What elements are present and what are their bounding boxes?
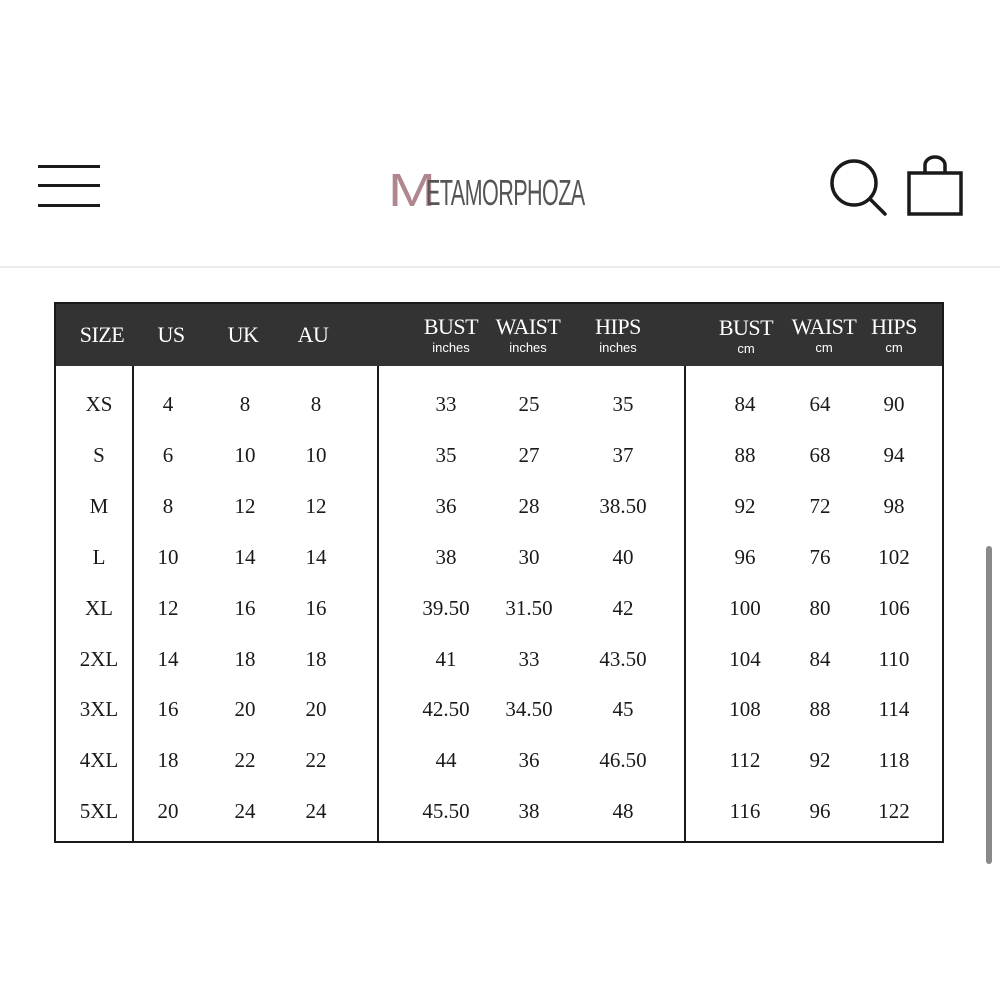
shopping-bag-icon[interactable] [906,155,964,217]
size-chart-header [56,304,942,366]
cell-waist-cm: 92 [809,748,831,773]
cell-au: 14 [305,544,327,569]
cell-uk: 16 [234,595,256,620]
cell-uk: 22 [234,748,256,773]
cell-au: 16 [305,595,327,620]
cell-waist-inches: 27 [518,442,540,467]
cell-hips-cm: 114 [878,697,910,722]
cell-us: 6 [162,442,174,467]
hamburger-menu-icon[interactable] [38,163,100,209]
cell-uk: 14 [234,544,256,569]
cell-us: 16 [157,697,179,722]
cell-bust-cm: 116 [729,799,761,824]
page-scrollbar[interactable] [986,546,992,864]
cell-waist-inches: 25 [518,392,540,416]
header-waist-cm: WAIST cm [791,314,857,355]
cell-waist-cm: 72 [809,493,831,518]
cell-au: 22 [305,748,327,773]
cell-uk: 12 [234,493,256,518]
cell-waist-cm: 84 [809,646,831,671]
cell-au: 8 [310,392,322,416]
cell-us: 14 [157,646,179,671]
cell-bust-inches: 41 [435,646,457,671]
cell-bust-inches: 44 [435,748,457,773]
logo-wordmark: ETAMORPHOZA [426,172,585,213]
column-divider [684,366,686,841]
cell-hips-inches: 35 [612,392,634,416]
cell-hips-cm: 94 [883,442,905,467]
cell-us: 12 [157,595,179,620]
cell-au: 18 [305,646,327,671]
header-bust-inches: BUST inches [423,314,479,355]
cell-hips-cm: 106 [878,595,910,620]
header-au: AU [297,322,329,347]
menu-line [38,184,100,187]
cell-us: 20 [157,799,179,824]
cell-hips-cm: 98 [883,493,905,518]
cell-bust-inches: 38 [435,544,457,569]
column-divider [377,366,379,841]
cell-bust-cm: 108 [729,697,761,722]
cell-bust-cm: 96 [734,544,756,569]
cell-hips-cm: 102 [878,544,910,569]
cell-bust-cm: 92 [734,493,756,518]
cell-waist-cm: 76 [809,544,831,569]
cell-waist-inches: 38 [518,799,540,824]
size-chart-table [54,302,944,843]
cell-us: 8 [162,493,174,518]
cell-hips-cm: 122 [878,799,910,824]
cell-waist-inches: 31.50 [505,595,553,620]
cell-waist-inches: 33 [518,646,540,671]
menu-line [38,204,100,207]
cell-size: XL [85,595,113,620]
cell-bust-cm: 100 [729,595,761,620]
search-icon[interactable] [828,157,888,217]
brand-logo[interactable] [388,164,603,216]
cell-au: 10 [305,442,327,467]
cell-size: 4XL [79,748,119,773]
cell-waist-cm: 80 [809,595,831,620]
cell-waist-cm: 68 [809,442,831,467]
cell-us: 4 [162,392,174,416]
cell-hips-inches: 45 [612,697,634,722]
header-size: SIZE [79,322,125,347]
cell-bust-cm: 84 [734,392,756,416]
cell-bust-inches: 45.50 [422,799,470,824]
cell-au: 12 [305,493,327,518]
cell-waist-cm: 88 [809,697,831,722]
site-header [0,0,1000,268]
cell-uk: 18 [234,646,256,671]
cell-size: S [93,442,105,467]
cell-us: 18 [157,748,179,773]
cell-bust-inches: 35 [435,442,457,467]
header-waist-inches: WAIST inches [495,314,561,355]
logo-initial: M [388,164,436,216]
header-us: US [157,322,185,347]
cell-size: 3XL [79,697,119,722]
cell-size: XS [85,392,113,416]
cell-bust-cm: 104 [729,646,761,671]
menu-line [38,165,100,168]
cell-waist-inches: 34.50 [505,697,553,722]
cell-hips-cm: 110 [878,646,910,671]
cell-waist-inches: 36 [518,748,540,773]
cell-au: 24 [305,799,327,824]
cell-uk: 24 [234,799,256,824]
cell-uk: 8 [239,392,251,416]
cell-bust-inches: 33 [435,392,457,416]
cell-hips-cm: 118 [878,748,910,773]
header-bust-cm: BUST cm [718,315,774,356]
cell-waist-inches: 28 [518,493,540,518]
cell-bust-inches: 42.50 [422,697,470,722]
cell-hips-inches: 48 [612,799,634,824]
cell-size: L [92,544,106,569]
header-hips-cm: HIPS cm [871,314,917,355]
cell-uk: 10 [234,442,256,467]
cell-hips-cm: 90 [883,392,905,416]
cell-size: 5XL [79,799,119,824]
header-uk: UK [227,322,259,347]
cell-bust-inches: 36 [435,493,457,518]
cell-au: 20 [305,697,327,722]
cell-hips-inches: 43.50 [599,646,647,671]
cell-hips-inches: 42 [612,595,634,620]
cell-hips-inches: 38.50 [599,493,647,518]
cell-uk: 20 [234,697,256,722]
cell-hips-inches: 37 [612,442,634,467]
cell-size: 2XL [79,646,119,671]
cell-size: M [89,493,109,518]
cell-waist-cm: 96 [809,799,831,824]
cell-hips-inches: 46.50 [599,748,647,773]
cell-hips-inches: 40 [612,544,634,569]
cell-bust-cm: 112 [729,748,761,773]
cell-bust-inches: 39.50 [422,595,470,620]
cell-us: 10 [157,544,179,569]
cell-waist-cm: 64 [809,392,831,416]
cell-waist-inches: 30 [518,544,540,569]
cell-bust-cm: 88 [734,442,756,467]
header-hips-inches: HIPS inches [595,314,641,355]
